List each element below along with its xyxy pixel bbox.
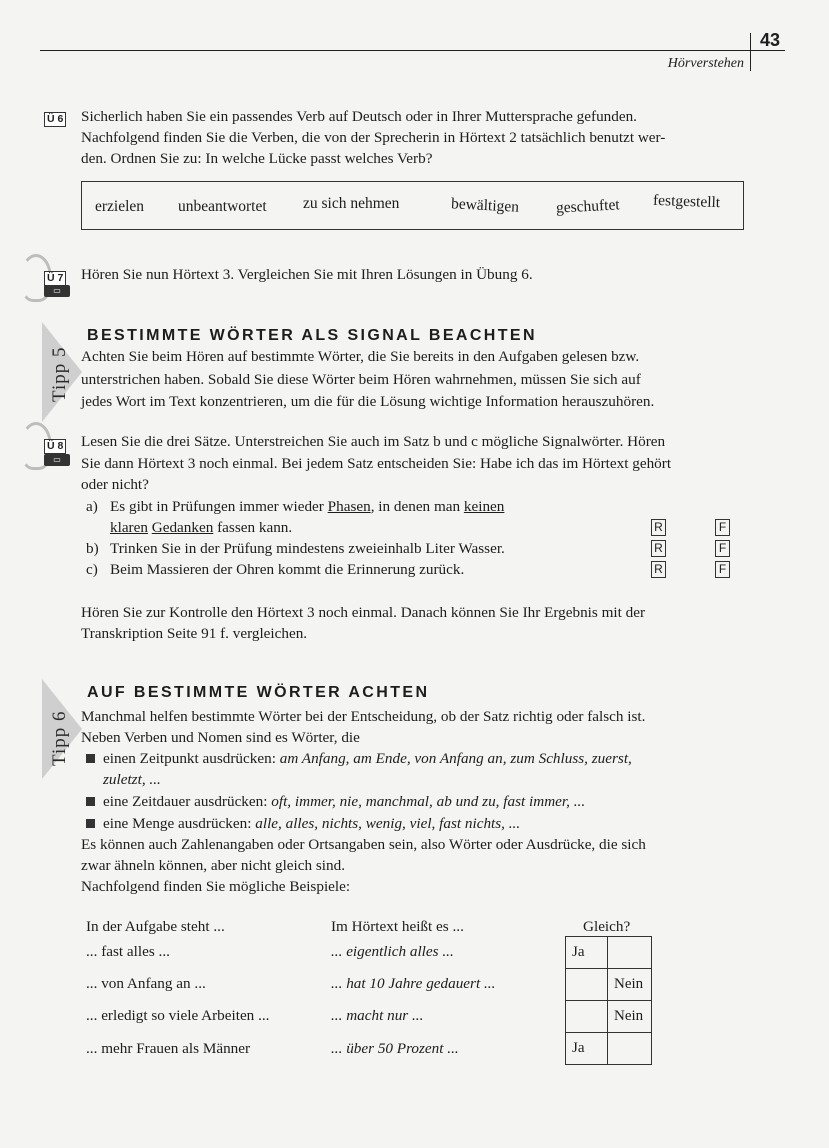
cassette-icon: ▭: [44, 454, 70, 466]
table-header-col2: Im Hörtext heißt es ...: [331, 918, 464, 935]
statement-a-line-1: Es gibt in Prüfungen immer wieder Phasen, in denen man keinen: [110, 498, 505, 515]
answer-f-b[interactable]: F: [715, 540, 730, 557]
table-row-hoertext: ... hat 10 Jahre gedauert ...: [331, 975, 496, 992]
tipp5-line-1: Achten Sie beim Hören auf bestimmte Wörter, die Sie bereits in den Aufgaben gelesen bzw.: [81, 348, 640, 365]
word-item: festgestellt: [652, 191, 721, 212]
tipp6-line-1: Manchmal helfen bestimmte Wörter bei der Entscheidung, ob der Satz richtig oder falsch ist.: [81, 708, 646, 725]
table-row-hoertext: ... eigentlich alles ...: [331, 943, 454, 960]
word-item: erzielen: [95, 198, 145, 215]
tipp6-heading: AUF BESTIMMTE WÖRTER ACHTEN: [87, 684, 430, 701]
bullet-2: eine Zeitdauer ausdrücken: oft, immer, nie, manchmal, ab und zu, fast immer, ...: [103, 793, 586, 810]
bullet-1-line-1: einen Zeitpunkt ausdrücken: am Anfang, am Ende, von Anfang an, zum Schluss, zuerst,: [103, 750, 632, 767]
bullet: [86, 819, 95, 828]
header-divider: [750, 33, 751, 71]
table-row-aufgabe: ... erledigt so viele Arbeiten ...: [86, 1007, 270, 1024]
tipp5-line-3: jedes Wort im Text konzentrieren, um die für die Lösung wichtige Information herauszuhören.: [81, 393, 655, 410]
gleich-nein-cell[interactable]: Nein: [608, 969, 652, 1001]
table-header-col3: Gleich?: [583, 918, 631, 935]
answer-f-a[interactable]: F: [715, 519, 730, 536]
statement-c: Beim Massieren der Ohren kommt die Erinnerung zurück.: [110, 561, 465, 578]
item-letter-a: a): [86, 498, 98, 515]
word-item: zu sich nehmen: [303, 195, 400, 212]
exercise-label-u7: Ü 7: [44, 268, 66, 286]
section-title: Hörverstehen: [667, 56, 744, 71]
gleich-nein-cell[interactable]: [608, 1033, 652, 1065]
table-row-hoertext: ... über 50 Prozent ...: [331, 1040, 459, 1057]
item-letter-b: b): [86, 540, 99, 557]
word-box: [81, 181, 744, 230]
tipp6-line-5: Nachfolgend finden Sie mögliche Beispiele:: [81, 878, 351, 895]
gleich-nein-cell[interactable]: Nein: [608, 1001, 652, 1033]
control-line-1: Hören Sie zur Kontrolle den Hörtext 3 noch einmal. Danach können Sie Ihr Ergebnis mit der: [81, 604, 646, 621]
u6-text-1: Sicherlich haben Sie ein passendes Verb auf Deutsch oder in Ihrer Muttersprache gefunden.: [81, 108, 637, 125]
page-number: 43: [760, 30, 781, 50]
tipp6-line-3: Es können auch Zahlenangaben oder Ortsangaben sein, also Wörter oder Ausdrücke, die sich: [81, 836, 646, 853]
answer-r-b[interactable]: R: [651, 540, 666, 557]
table-row-aufgabe: ... von Anfang an ...: [86, 975, 206, 992]
gleich-nein-cell[interactable]: [608, 937, 652, 969]
answer-f-c[interactable]: F: [715, 561, 730, 578]
gleich-ja-cell[interactable]: [566, 1001, 608, 1033]
exercise-label-u8: Ü 8: [44, 436, 66, 454]
exercise-label-u6: Ü 6: [44, 109, 66, 127]
word-item: unbeantwortet: [178, 198, 267, 215]
bullet: [86, 754, 95, 763]
bullet-1-line-2: zuletzt, ...: [103, 771, 161, 788]
gleich-ja-cell[interactable]: [566, 969, 608, 1001]
word-item: bewältigen: [450, 195, 520, 216]
u8-line-3: oder nicht?: [81, 476, 149, 493]
header-rule: [40, 50, 785, 51]
u8-line-1: Lesen Sie die drei Sätze. Unterstreichen Sie auch im Satz b und c mögliche Signalwörter. Hören: [81, 433, 666, 450]
table-row-aufgabe: ... fast alles ...: [86, 943, 170, 960]
u8-line-2: Sie dann Hörtext 3 noch einmal. Bei jedem Satz entscheiden Sie: Habe ich das im Hörtext gehört: [81, 455, 672, 472]
tipp6-label: Tipp 6: [49, 710, 70, 766]
statement-b: Trinken Sie in der Prüfung mindestens zweieinhalb Liter Wasser.: [110, 540, 505, 557]
gleich-ja-cell[interactable]: Ja: [566, 1033, 608, 1065]
word-item: geschuftet: [555, 196, 621, 217]
statement-a-line-2: klaren Gedanken fassen kann.: [110, 519, 293, 536]
tipp6-line-4: zwar ähneln können, aber nicht gleich sind.: [81, 857, 346, 874]
item-letter-c: c): [86, 561, 98, 578]
tipp6-line-2: Neben Verben und Nomen sind es Wörter, die: [81, 729, 360, 746]
answer-r-c[interactable]: R: [651, 561, 666, 578]
tipp5-heading: BESTIMMTE WÖRTER ALS SIGNAL BEACHTEN: [87, 327, 537, 344]
table-row-aufgabe: ... mehr Frauen als Männer: [86, 1040, 251, 1057]
table-row-hoertext: ... macht nur ...: [331, 1007, 424, 1024]
bullet: [86, 797, 95, 806]
control-line-2: Transkription Seite 91 f. vergleichen.: [81, 625, 308, 642]
gleich-table: [565, 936, 652, 1065]
gleich-ja-cell[interactable]: Ja: [566, 937, 608, 969]
answer-r-a[interactable]: R: [651, 519, 666, 536]
tipp5-line-2: unterstrichen haben. Sobald Sie diese Wörter beim Hören wahrnehmen, müssen Sie sich auf: [81, 371, 641, 388]
u7-text: Hören Sie nun Hörtext 3. Vergleichen Sie mit Ihren Lösungen in Übung 6.: [81, 266, 533, 283]
table-header-col1: In der Aufgabe steht ...: [86, 918, 225, 935]
cassette-icon: ▭: [44, 285, 70, 297]
u6-text-2: Nachfolgend finden Sie die Verben, die von der Sprecherin in Hörtext 2 tatsächlich benutzt wer-: [81, 129, 666, 146]
tipp5-label: Tipp 5: [49, 346, 70, 402]
bullet-3: eine Menge ausdrücken: alle, alles, nichts, wenig, viel, fast nichts, ...: [103, 815, 521, 832]
u6-text-3: den. Ordnen Sie zu: In welche Lücke passt welches Verb?: [81, 150, 433, 167]
